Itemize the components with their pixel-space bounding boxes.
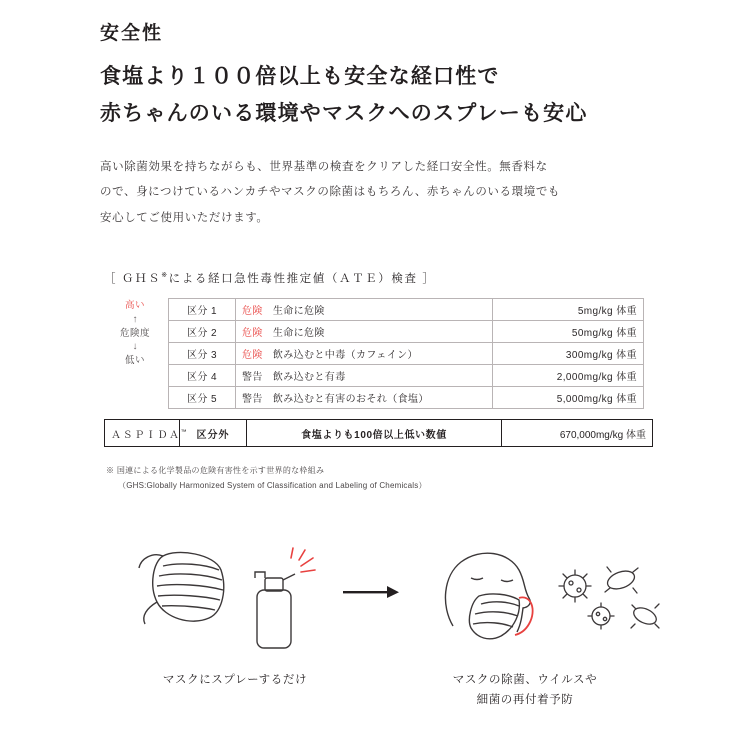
brand-label xyxy=(105,420,187,447)
brand-name: ＡＳＰＩＤＡ xyxy=(111,429,181,441)
ghs-table-block xyxy=(104,298,642,409)
table-caption-footnote-marker: ※ xyxy=(161,272,169,280)
axis-label-high: 高い xyxy=(124,300,145,312)
page-title: 安全性 xyxy=(100,23,164,44)
table-row xyxy=(169,299,644,321)
row-value: 5,000mg/kg 体重 xyxy=(493,387,644,409)
mask-spray-illustration xyxy=(105,528,705,668)
row-tag: 危険 xyxy=(242,350,263,362)
axis-label-low: 低い xyxy=(124,355,145,367)
highlight-row-block xyxy=(104,419,646,449)
row-value: 50mg/kg 体重 xyxy=(493,321,644,343)
table-caption-prefix: ［ ＧＨＳ xyxy=(104,273,162,286)
row-category: 区分 4 xyxy=(169,365,236,387)
table-row xyxy=(169,365,644,387)
row-category: 区分 1 xyxy=(169,299,236,321)
row-category: 区分 5 xyxy=(169,387,236,409)
trademark-icon: ™ xyxy=(180,429,187,436)
row-level xyxy=(236,321,493,343)
lead-line-1: 高い除菌効果を持ちながらも、世界基準の検査をクリアした経口安全性。無香料な xyxy=(100,160,548,173)
headline xyxy=(100,59,688,133)
headline-line-1: 食塩より１００倍以上も安全な経口性で xyxy=(100,65,500,88)
row-level-text: 飲み込むと中毒（カフェイン） xyxy=(272,350,418,362)
row-level xyxy=(236,387,493,409)
table-row xyxy=(169,387,644,409)
caption-left: マスクにスプレーするだけ xyxy=(162,673,308,686)
row-level xyxy=(236,299,493,321)
row-tag: 警告 xyxy=(242,372,263,384)
row-level xyxy=(236,365,493,387)
row-level xyxy=(236,343,493,365)
aspida-highlight-table xyxy=(104,419,653,447)
row-value: 2,000mg/kg 体重 xyxy=(493,365,644,387)
table-row xyxy=(105,420,653,447)
table-caption-suffix: による経口急性毒性推定値（ＡＴＥ）検査 ］ xyxy=(168,273,436,286)
danger-axis xyxy=(103,298,167,406)
caption-right xyxy=(390,670,660,711)
footnote-line-1: ※ 国連による化学製品の危険有害性を示す世界的な枠組み xyxy=(106,466,325,476)
row-tag: 危険 xyxy=(242,306,263,318)
highlight-category: 区分外 xyxy=(180,420,247,447)
row-level-text: 飲み込むと有毒 xyxy=(272,372,346,384)
footnote-line-2: （GHS:Globally Harmonized System of Classification and Labeling of Chemicals） xyxy=(118,481,427,491)
table-row xyxy=(169,343,644,365)
arrow-down-icon: ↓ xyxy=(132,341,138,353)
row-category: 区分 3 xyxy=(169,343,236,365)
caption-right-line-1: マスクの除菌、ウイルスや xyxy=(452,673,598,686)
row-category: 区分 2 xyxy=(169,321,236,343)
ghs-table xyxy=(168,298,644,409)
row-tag: 警告 xyxy=(242,394,263,406)
row-level-text: 飲み込むと有害のおそれ（食塩） xyxy=(272,394,429,406)
table-caption xyxy=(104,270,688,286)
arrow-up-icon: ↑ xyxy=(132,313,138,325)
caption-right-line-2: 細菌の再付着予防 xyxy=(476,694,574,707)
illustration-block xyxy=(100,528,688,718)
lead-line-3: 安心してご使用いただけます。 xyxy=(100,212,269,225)
highlight-level: 食塩よりも100倍以上低い数値 xyxy=(247,420,502,447)
row-value: 300mg/kg 体重 xyxy=(493,343,644,365)
headline-line-2: 赤ちゃんのいる環境やマスクへのスプレーも安心 xyxy=(100,101,588,125)
row-tag: 危険 xyxy=(242,328,263,340)
lead-paragraph xyxy=(100,155,688,233)
highlight-value: 670,000mg/kg 体重 xyxy=(502,420,653,447)
row-level-text: 生命に危険 xyxy=(272,306,325,318)
axis-label-middle: 危険度 xyxy=(119,327,150,339)
row-value: 5mg/kg 体重 xyxy=(493,299,644,321)
lead-line-2: ので、身につけているハンカチやマスクの除菌はもちろん、赤ちゃんのいる環境でも xyxy=(100,186,561,199)
row-level-text: 生命に危険 xyxy=(272,328,325,340)
footnote xyxy=(106,463,688,493)
table-row xyxy=(169,321,644,343)
